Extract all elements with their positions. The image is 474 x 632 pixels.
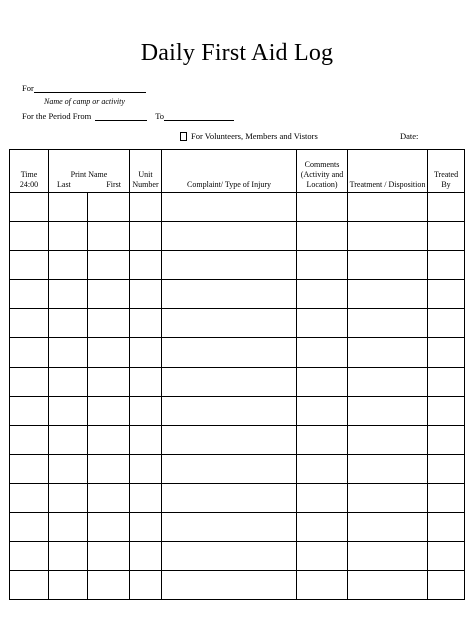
table-header-row — [10, 150, 465, 193]
cell-unit[interactable] — [130, 338, 162, 367]
cell-complaint[interactable] — [162, 396, 297, 425]
cell-time[interactable] — [10, 483, 49, 512]
cell-treatment[interactable] — [348, 222, 428, 251]
cell-treated-by[interactable] — [428, 542, 465, 571]
cell-first[interactable] — [88, 513, 130, 542]
cell-unit[interactable] — [130, 280, 162, 309]
cell-first[interactable] — [88, 222, 130, 251]
cell-comments[interactable] — [297, 571, 348, 600]
cell-treatment[interactable] — [348, 542, 428, 571]
cell-first[interactable] — [88, 367, 130, 396]
cell-treated-by[interactable] — [428, 396, 465, 425]
cell-treated-by[interactable] — [428, 367, 465, 396]
cell-treated-by[interactable] — [428, 193, 465, 222]
cell-last[interactable] — [49, 571, 88, 600]
cell-comments[interactable] — [297, 454, 348, 483]
header-first: First — [106, 180, 122, 189]
cell-treated-by[interactable] — [428, 222, 465, 251]
cell-treatment[interactable] — [348, 483, 428, 512]
cell-time[interactable] — [10, 425, 49, 454]
for-line — [22, 83, 146, 93]
cell-complaint[interactable] — [162, 454, 297, 483]
table-row — [10, 396, 465, 425]
cell-time[interactable] — [10, 367, 49, 396]
cell-first[interactable] — [88, 396, 130, 425]
cell-complaint[interactable] — [162, 280, 297, 309]
table-row — [10, 251, 465, 280]
cell-first[interactable] — [88, 193, 130, 222]
cell-time[interactable] — [10, 513, 49, 542]
cell-time[interactable] — [10, 193, 49, 222]
cell-complaint[interactable] — [162, 542, 297, 571]
cell-unit[interactable] — [130, 483, 162, 512]
cell-unit[interactable] — [130, 222, 162, 251]
cell-last[interactable] — [49, 425, 88, 454]
cell-treated-by[interactable] — [428, 454, 465, 483]
cell-last[interactable] — [49, 251, 88, 280]
table-row — [10, 309, 465, 338]
cell-treatment[interactable] — [348, 454, 428, 483]
cell-treatment[interactable] — [348, 251, 428, 280]
cell-unit[interactable] — [130, 513, 162, 542]
table-row — [10, 571, 465, 600]
cell-comments[interactable] — [297, 483, 348, 512]
cell-comments[interactable] — [297, 193, 348, 222]
period-from-label: For the Period From — [22, 111, 92, 121]
cell-complaint[interactable] — [162, 222, 297, 251]
page-title: Daily First Aid Log — [140, 40, 334, 66]
cell-time[interactable] — [10, 542, 49, 571]
cell-treated-by[interactable] — [428, 280, 465, 309]
cell-complaint[interactable] — [162, 367, 297, 396]
table-row — [10, 193, 465, 222]
audience-row — [180, 131, 318, 141]
cell-last[interactable] — [49, 483, 88, 512]
cell-comments[interactable] — [297, 425, 348, 454]
cell-first[interactable] — [88, 483, 130, 512]
cell-treatment[interactable] — [348, 280, 428, 309]
table-row — [10, 280, 465, 309]
first-aid-log-table — [9, 149, 465, 600]
cell-complaint[interactable] — [162, 338, 297, 367]
cell-last[interactable] — [49, 193, 88, 222]
cell-last[interactable] — [49, 367, 88, 396]
cell-comments[interactable] — [297, 367, 348, 396]
audience-checkbox[interactable] — [180, 132, 187, 141]
cell-last[interactable] — [49, 309, 88, 338]
cell-comments[interactable] — [297, 513, 348, 542]
cell-treated-by[interactable] — [428, 338, 465, 367]
table-row — [10, 222, 465, 251]
table-row — [10, 367, 465, 396]
period-to-label: To — [155, 111, 165, 121]
cell-time[interactable] — [10, 454, 49, 483]
header-print-name-label: Print Name — [70, 170, 108, 179]
header-print-name — [49, 150, 130, 193]
cell-unit[interactable] — [130, 367, 162, 396]
name-of-camp-note: Name of camp or activity — [44, 97, 125, 106]
cell-comments[interactable] — [297, 396, 348, 425]
cell-first[interactable] — [88, 571, 130, 600]
cell-time[interactable] — [10, 280, 49, 309]
cell-complaint[interactable] — [162, 309, 297, 338]
cell-complaint[interactable] — [162, 193, 297, 222]
cell-complaint[interactable] — [162, 513, 297, 542]
cell-unit[interactable] — [130, 425, 162, 454]
cell-first[interactable] — [88, 338, 130, 367]
cell-treated-by[interactable] — [428, 483, 465, 512]
cell-treatment[interactable] — [348, 309, 428, 338]
cell-treatment[interactable] — [348, 396, 428, 425]
cell-treated-by[interactable] — [428, 309, 465, 338]
cell-comments[interactable] — [297, 338, 348, 367]
cell-complaint[interactable] — [162, 571, 297, 600]
period-to-blank-field[interactable] — [164, 111, 234, 121]
header-last: Last — [57, 180, 71, 189]
header-treated-by: Treated By — [428, 150, 465, 193]
cell-treatment[interactable] — [348, 513, 428, 542]
cell-first[interactable] — [88, 425, 130, 454]
cell-unit[interactable] — [130, 251, 162, 280]
table-row — [10, 338, 465, 367]
cell-time[interactable] — [10, 222, 49, 251]
cell-last[interactable] — [49, 280, 88, 309]
cell-treated-by[interactable] — [428, 425, 465, 454]
period-from-blank-field[interactable] — [95, 111, 147, 121]
table-row — [10, 542, 465, 571]
cell-treated-by[interactable] — [428, 513, 465, 542]
cell-treatment[interactable] — [348, 571, 428, 600]
header-treatment: Treatment / Disposition — [348, 150, 428, 193]
cell-last[interactable] — [49, 338, 88, 367]
cell-last[interactable] — [49, 222, 88, 251]
cell-first[interactable] — [88, 454, 130, 483]
cell-unit[interactable] — [130, 309, 162, 338]
cell-comments[interactable] — [297, 251, 348, 280]
cell-first[interactable] — [88, 309, 130, 338]
audience-label: For Volunteers, Members and Vistors — [191, 131, 318, 141]
cell-treatment[interactable] — [348, 367, 428, 396]
cell-complaint[interactable] — [162, 251, 297, 280]
cell-comments[interactable] — [297, 222, 348, 251]
cell-treatment[interactable] — [348, 193, 428, 222]
cell-time[interactable] — [10, 571, 49, 600]
cell-first[interactable] — [88, 251, 130, 280]
for-label: For — [22, 83, 34, 93]
cell-comments[interactable] — [297, 280, 348, 309]
table-row — [10, 425, 465, 454]
header-unit-number: Unit Number — [130, 150, 162, 193]
cell-time[interactable] — [10, 396, 49, 425]
cell-time[interactable] — [10, 309, 49, 338]
table-body — [10, 193, 465, 600]
cell-unit[interactable] — [130, 454, 162, 483]
header-time: Time 24:00 — [10, 150, 49, 193]
table-row — [10, 513, 465, 542]
date-label: Date: — [400, 131, 419, 141]
cell-unit[interactable] — [130, 542, 162, 571]
cell-last[interactable] — [49, 454, 88, 483]
cell-treatment[interactable] — [348, 338, 428, 367]
cell-unit[interactable] — [130, 193, 162, 222]
cell-last[interactable] — [49, 542, 88, 571]
cell-complaint[interactable] — [162, 483, 297, 512]
cell-first[interactable] — [88, 542, 130, 571]
cell-time[interactable] — [10, 338, 49, 367]
cell-last[interactable] — [49, 513, 88, 542]
for-blank-field[interactable] — [34, 83, 146, 93]
header-complaint: Complaint/ Type of Injury — [162, 150, 297, 193]
cell-last[interactable] — [49, 396, 88, 425]
cell-treated-by[interactable] — [428, 251, 465, 280]
table-row — [10, 483, 465, 512]
header-comments: Comments (Activity and Location) — [297, 150, 348, 193]
cell-comments[interactable] — [297, 542, 348, 571]
cell-treated-by[interactable] — [428, 571, 465, 600]
cell-time[interactable] — [10, 251, 49, 280]
cell-first[interactable] — [88, 280, 130, 309]
cell-comments[interactable] — [297, 309, 348, 338]
cell-complaint[interactable] — [162, 425, 297, 454]
cell-unit[interactable] — [130, 396, 162, 425]
cell-unit[interactable] — [130, 571, 162, 600]
period-line — [22, 111, 234, 121]
cell-treatment[interactable] — [348, 425, 428, 454]
table-row — [10, 454, 465, 483]
